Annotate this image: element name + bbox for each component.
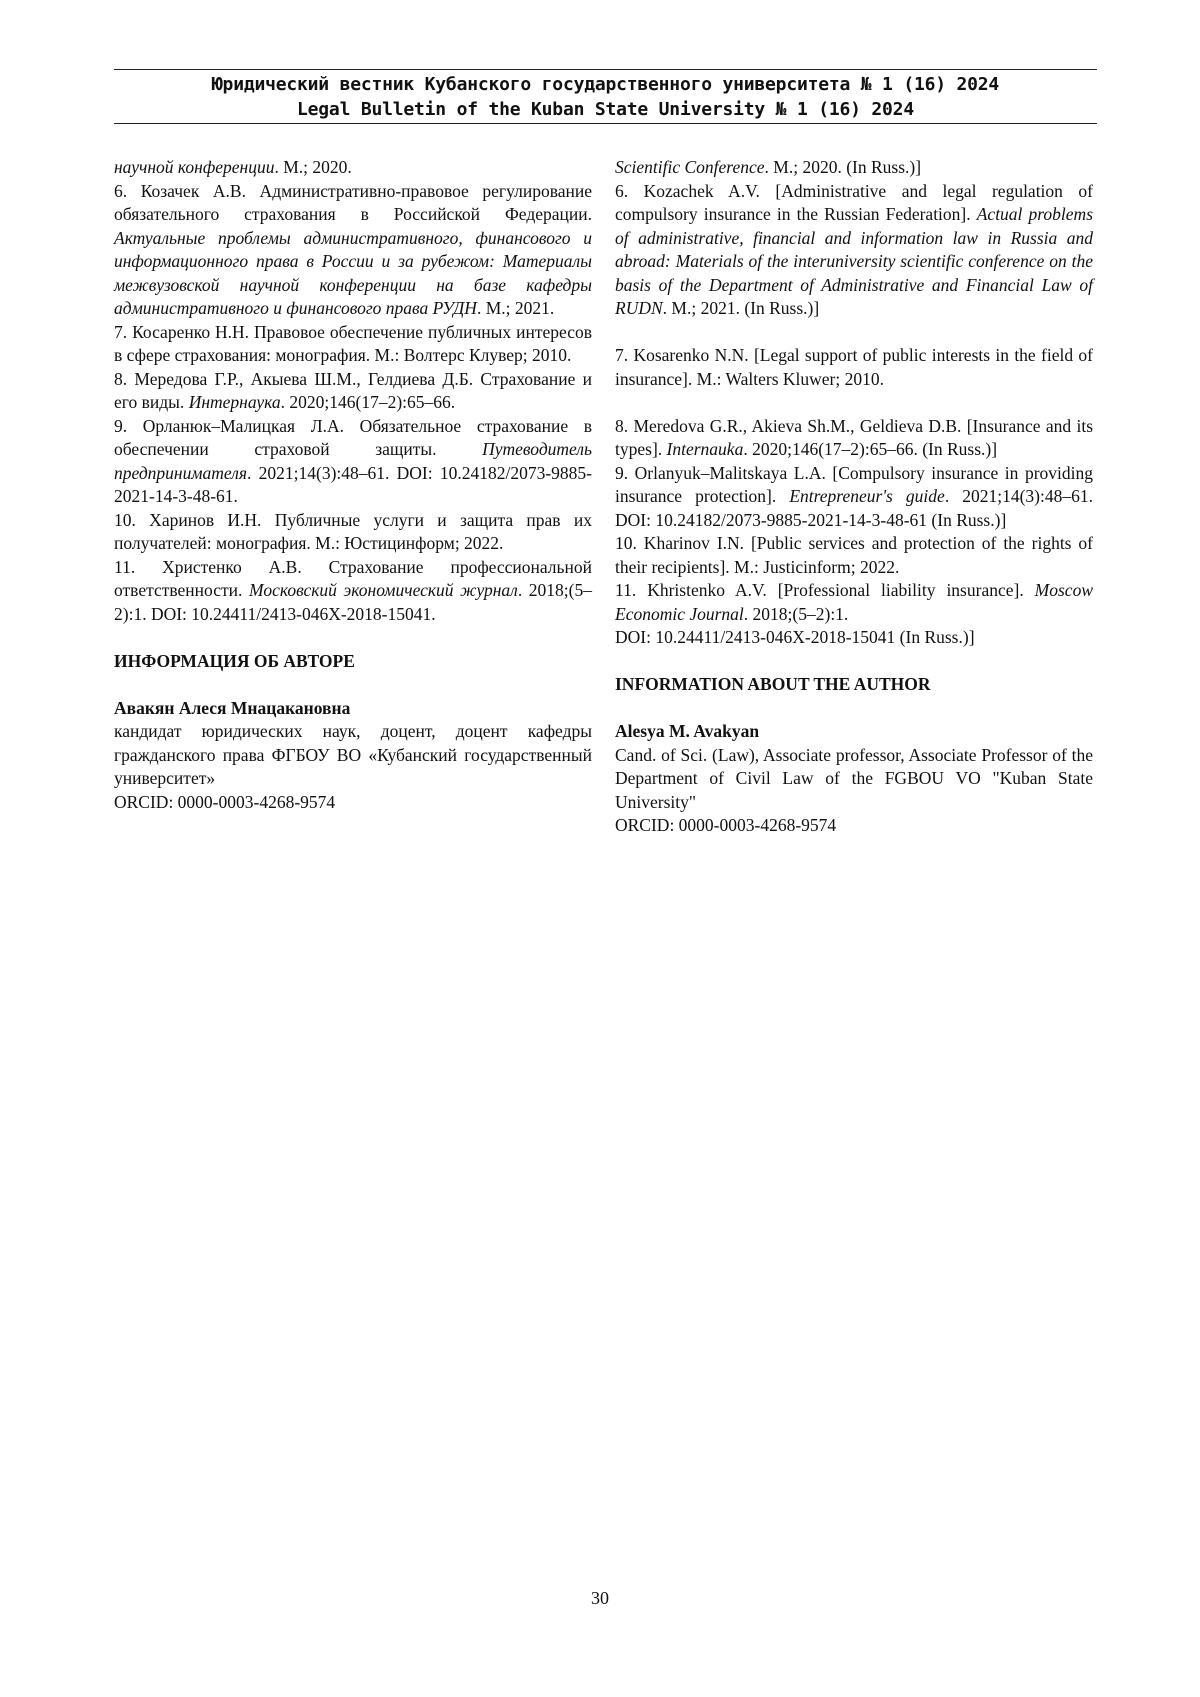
reference-11: 11. Христенко А.В. Страхование профессиональной ответственности. Московский экономический журнал. 2018;(5–2):1. DOI: 10.24411/2413-046X-2018-15041. [114,556,592,624]
author-info-heading: ИНФОРМАЦИЯ ОБ АВТОРЕ [114,650,355,671]
author-orcid: ORCID: 0000-0003-4268-9574 [114,791,336,812]
header-bottom-rule [114,123,1097,124]
author-info-heading: INFORMATION ABOUT THE AUTHOR [615,674,931,694]
header-title-ru: Юридический вестник Кубанского государственного университета № 1 (16) 2024 [211,74,1000,95]
reference-6: 6. Козачек А.В. Административно-правовое регулирование обязательного страхования в Российской Федерации. Актуальные проблемы административного, финансового и информационного права в России и за рубежом: Материалы межвузовской научной конференции на базе кафедры административного и финансового права РУДН. М.; 2021. [114,180,592,318]
reference-5-tail: научной конференции. М.; 2020. [114,157,352,177]
page-number: 30 [591,1588,609,1608]
reference-9: 9. Orlanyuk–Malitskaya L.A. [Compulsory insurance in providing insurance protection]. Entrepreneur's guide. 2021;14(3):48–61. DOI: 10.24182/2073-9885-2021-14-3-48-61 (In Russ.)] [615,462,1094,530]
reference-8: 8. Мередова Г.Р., Акыева Ш.М., Гелдиева Д.Б. Страхование и его виды. Интернаука. 2020;146(17–2):65–66. [114,368,592,412]
reference-9: 9. Орланюк–Малицкая Л.А. Обязательное страхование в обеспечении страховой защиты. Путеводитель предпринимателя. 2021;14(3):48–61. DOI: 10.24182/2073-9885-2021-14-3-48-61. [114,415,592,506]
references-column-ru [114,156,592,814]
header-title-en: Legal Bulletin of the Kuban State University № 1 (16) 2024 [297,99,914,120]
reference-6: 6. Kozachek A.V. [Administrative and legal regulation of compulsory insurance in the Russian Federation]. Actual problems of administrative, financial and information law in Russia and abroad: Materials of the interuniversity scientific conference on the basis of the Department of Administrative and Financial Law of RUDN. M.; 2021. (In Russ.)] [615,180,1094,318]
reference-7: 7. Косаренко Н.Н. Правовое обеспечение публичных интересов в сфере страхования: монография. М.: Волтерс Клувер; 2010. [114,321,592,365]
header-top-rule [114,69,1097,70]
author-position: Cand. of Sci. (Law), Associate professor, Associate Professor of the Department of Civil Law of the FGBOU VO "Kuban State University" [615,744,1093,812]
author-name: Авакян Алеся Мнацакановна [114,697,351,718]
reference-10: 10. Kharinov I.N. [Public services and protection of the rights of their recipients]. M.: Justicinform; 2022. [615,533,1093,577]
reference-10: 10. Харинов И.Н. Публичные услуги и защита прав их получателей: монография. М.: Юстицинформ; 2022. [114,509,592,553]
reference-11-doi: DOI: 10.24411/2413-046X-2018-15041 (In Russ.)] [615,627,975,647]
author-position: кандидат юридических наук, доцент, доцент кафедры гражданского права ФГБОУ ВО «Кубанский государственный университет» [114,721,592,788]
reference-8: 8. Meredova G.R., Akieva Sh.M., Geldieva D.B. [Insurance and its types]. Internauka. 2020;146(17–2):65–66. (In Russ.)] [615,415,1093,459]
author-name: Alesya M. Avakyan [615,721,760,741]
reference-11: 11. Khristenko A.V. [Professional liability insurance]. Moscow Economic Journal. 2018;(5–2):1. DOI: 10.24411/2413-046X-2018-15041 (In Russ.)] [615,580,1093,647]
references-column-en [615,156,1093,838]
journal-header [114,72,1097,122]
author-orcid: ORCID: 0000-0003-4268-9574 [615,815,837,835]
reference-5-tail: Scientific Conference. M.; 2020. (In Russ.)] [615,157,922,177]
reference-7: 7. Kosarenko N.N. [Legal support of public interests in the field of insurance]. M.: Walters Kluwer; 2010. [615,345,1093,389]
